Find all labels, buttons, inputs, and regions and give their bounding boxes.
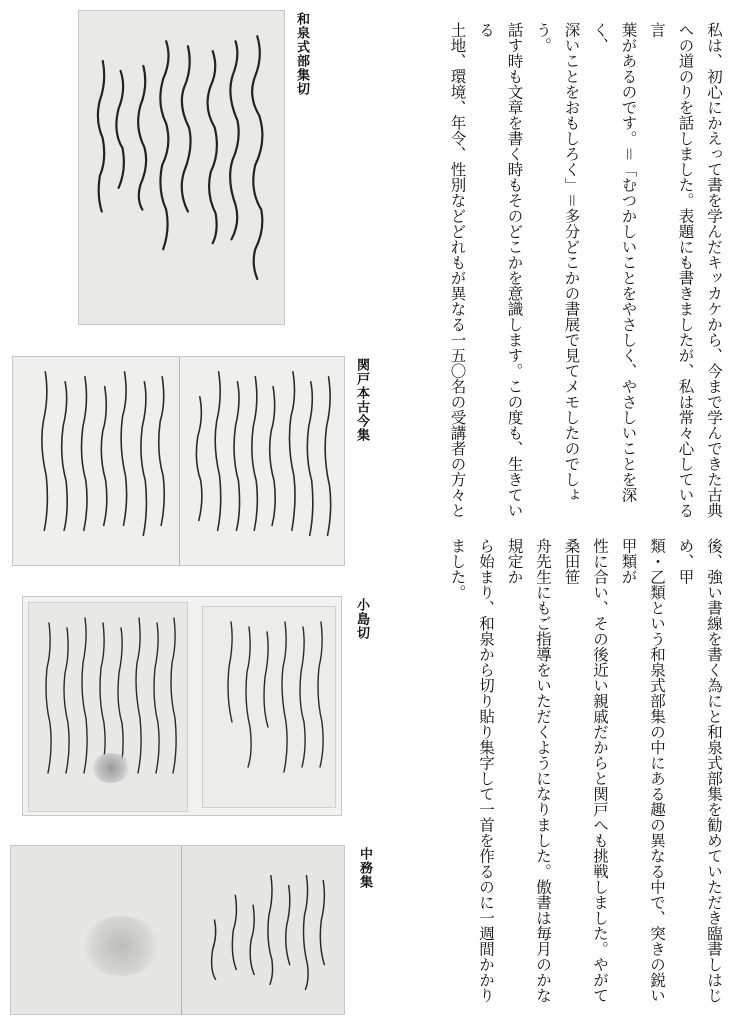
caption-sekido-kokinshu: 関戸本古今集 — [354, 358, 369, 442]
calligraphy-image — [203, 607, 335, 807]
essay-line: ら始まり、和泉から切り貼り集字して一首を作るのに一週間かかりました。 — [448, 538, 495, 1003]
essay-line: 性に合い、その後近い親戚だからと関戸へも挑戦しました。やがて桑田笹 — [562, 538, 609, 1003]
essay-line: 土地、環境、年令、性別などどれもが異なる一五〇名の受講者の方々と — [448, 22, 467, 518]
essay-line: 類・乙類という和泉式部集の中にある趣の異なる中で、突きの鋭い甲類が — [619, 538, 666, 1003]
essay-line: 深いことをおもしろく」＝多分どこかの書展で見てメモしたのでしょう。 — [534, 22, 581, 503]
caption-izumi-shikibu: 和泉式部集切 — [294, 12, 309, 96]
calligraphy-image — [13, 357, 344, 565]
essay-upper-block — [438, 22, 728, 527]
essay-line — [438, 538, 443, 1018]
essay-lower-block — [438, 538, 728, 1018]
essay-line: 葉があるのです。＝「むつかしいことをやさしく、やさしいことを深く、 — [591, 22, 638, 503]
essay-line: 後、強い書線を書く為にと和泉式部集を勧めていただき臨書しはじめ、甲 — [676, 538, 723, 1003]
caption-nakatsukasa-shu: 中務集 — [357, 847, 372, 889]
essay-line: 話す時も文章を書く時もそのどこかを意識します。この度も、生きている — [477, 22, 524, 518]
essay-line: 私は、初心にかえって書を学んだキッカケから、今まで学んできた古典 — [705, 22, 723, 518]
calligraphy-image — [11, 846, 344, 1014]
kojima-gire-plate — [22, 596, 342, 816]
izumi-shikibu-plate — [78, 10, 285, 325]
essay-line: への道のりを話しました。表題にも書きましたが、私は常々心している言 — [648, 22, 695, 518]
essay-line: 舟先生にもご指導をいただくようになりました。傲書は毎月のかな規定か — [505, 538, 552, 1003]
nakatsukasa-shu-plate — [10, 845, 345, 1015]
caption-kojima-gire: 小島切 — [354, 598, 369, 640]
stain-mark — [91, 753, 131, 783]
calligraphy-image — [79, 11, 284, 324]
kojima-page-left — [29, 603, 187, 811]
sekido-kokinshu-plate — [12, 356, 345, 566]
kojima-page-right — [203, 607, 335, 807]
